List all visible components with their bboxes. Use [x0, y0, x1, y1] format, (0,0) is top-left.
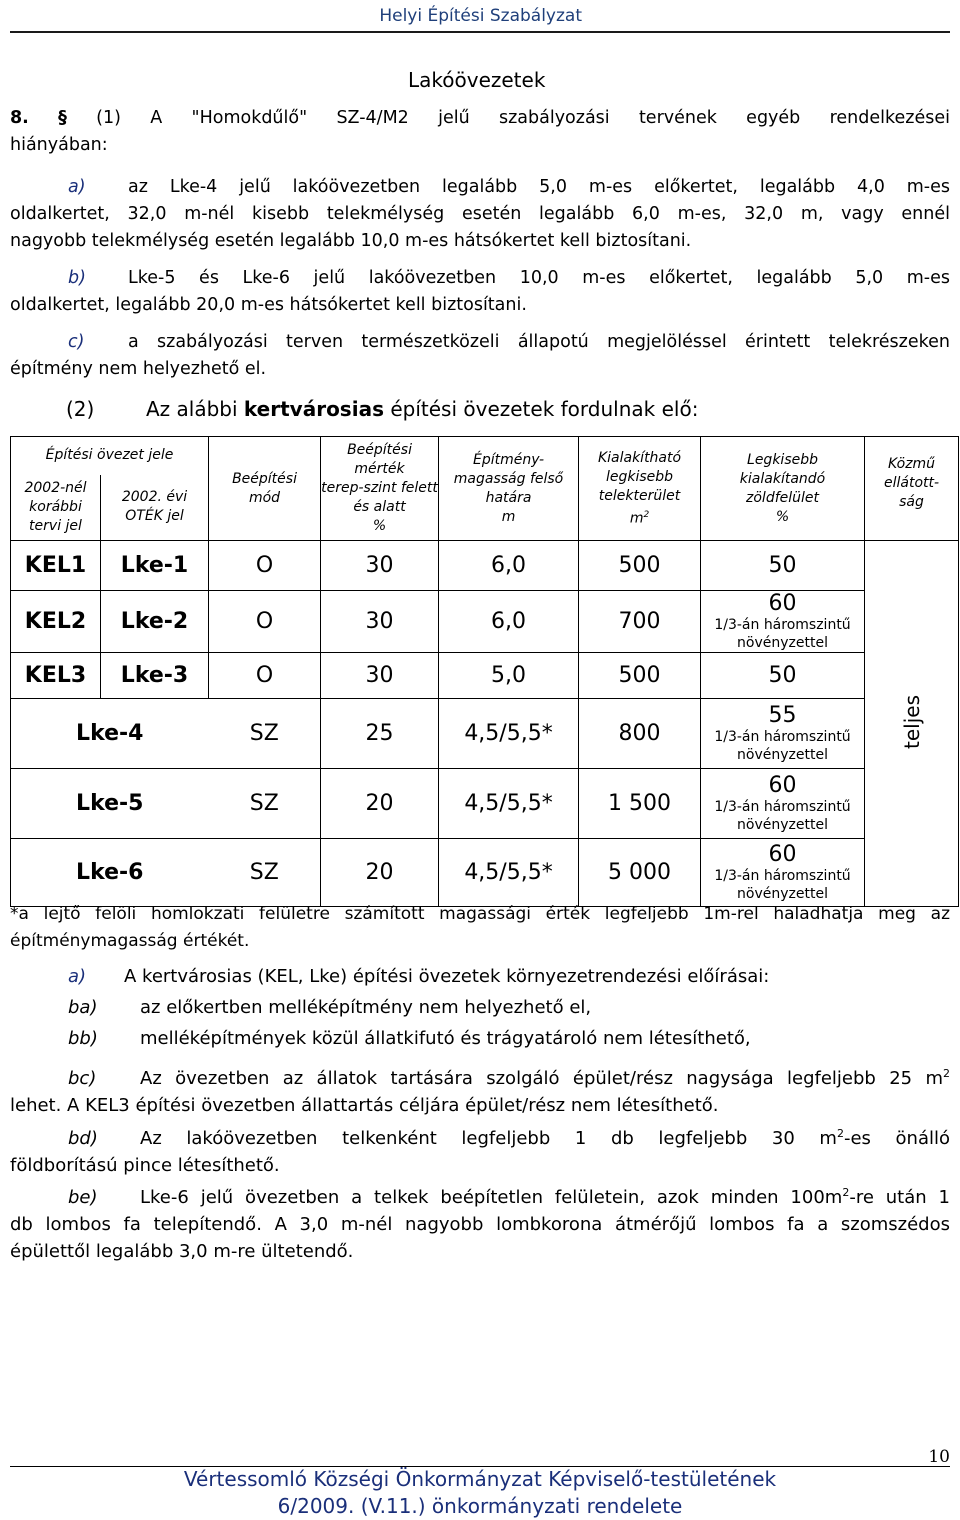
item-a [10, 174, 950, 255]
paragraph-8-2 [10, 396, 950, 423]
table-row [11, 769, 959, 839]
header-plot-area: Kialakítható legkisebb telekterület $m^2$ [579, 437, 701, 541]
cell-green-area: 60 1/3-án háromszintű növényzettel [701, 839, 865, 907]
item-b [10, 265, 950, 319]
paragraph-number: 8. [10, 108, 29, 128]
sub-ba: ba) az előkertben melléképítmény nem helyezhető el, [68, 997, 592, 1018]
cell-plot-area: 500 [579, 653, 701, 699]
item-c-line2: építmény nem helyezhető el. [10, 359, 267, 379]
cell-green-area: 60 1/3-án háromszintű növényzettel [701, 591, 865, 653]
footnote-line1: *a lejtő felöli homlokzati felületre számított magassági érték legfeljebb 1m-rel haladhatja meg az [10, 904, 950, 924]
cell-old-code: KEL3 [11, 653, 101, 699]
header-green-area: Legkisebb kialakítandó zöldfelület % [701, 437, 865, 541]
cell-green-area: 50 [701, 653, 865, 699]
item-c-marker: c) [68, 332, 85, 352]
cell-height: 4,5/5,5* [439, 839, 579, 907]
cell-plot-area: 800 [579, 699, 701, 769]
sub-be-line2: db lombos fa telepítendő. A 3,0 m-nél nagyobb lombkorona átmérőjű lombos fa a szomszédos [10, 1214, 950, 1235]
cell-coverage: 30 [321, 541, 439, 591]
cell-coverage: 25 [321, 699, 439, 769]
sub-bd-line2: földborítású pince létesíthető. [10, 1155, 280, 1176]
header-old-code: 2002-nél korábbi tervi jel [11, 475, 101, 541]
cell-old-code: KEL1 [11, 541, 101, 591]
cell-plot-area: 500 [579, 541, 701, 591]
paragraph-text: (1) A "Homokdűlő" SZ-4/M2 jelű szabályozási tervének egyéb rendelkezései [96, 108, 950, 128]
cell-height: 4,5/5,5* [439, 769, 579, 839]
cell-height: 6,0 [439, 541, 579, 591]
cell-green-area: 55 1/3-án háromszintű növényzettel [701, 699, 865, 769]
cell-height: 6,0 [439, 591, 579, 653]
cell-otek-code: Lke-6 [11, 839, 209, 907]
sub-a: a) A kertvárosias (KEL, Lke) építési övezetek környezetrendezési előírásai: [68, 966, 770, 987]
sub-be-line1: Lke-6 jelű övezetben a telkek beépítetlen felületein, azok minden 100m [140, 1187, 843, 1208]
sub-bd: bd) Az lakóövezetben telkenként legfeljebb 1 db legfeljebb 30 $m^2-es$ önálló földborítású pince létesíthető. [10, 1120, 950, 1179]
item-a-line3: nagyobb telekmélység esetén legalább 10,0 m-es hátsókertet kell biztosítani. [10, 231, 692, 251]
zoning-table [10, 436, 959, 907]
cell-otek-code: Lke-3 [101, 653, 209, 699]
sub-bc-line2: lehet. A KEL3 építési övezetben állattartás céljára épület/rész nem létesíthető. [10, 1095, 719, 1116]
header-coverage: Beépítési mérték terep-szint felett és alatt % [321, 437, 439, 541]
cell-old-code: KEL2 [11, 591, 101, 653]
paragraph-2-pre: Az alábbi [146, 397, 244, 421]
table-footnote [10, 901, 950, 955]
cell-otek-code: Lke-4 [11, 699, 209, 769]
item-b-line1: Lke-5 és Lke-6 jelű lakóövezetben 10,0 m-es előkertet, legalább 5,0 m-es [128, 268, 950, 288]
cell-mode: SZ [209, 769, 321, 839]
cell-coverage: 20 [321, 769, 439, 839]
cell-coverage: 30 [321, 653, 439, 699]
sub-be-line3: épülettől legalább 3,0 m-re ültetendő. [10, 1241, 354, 1262]
item-c-line1: a szabályozási terven természetközeli állapotú megjelöléssel érintett telekrészeken [128, 332, 950, 352]
table-row [11, 541, 959, 591]
paragraph-2-post: építési övezetek fordulnak elő: [383, 397, 699, 421]
cell-mode: O [209, 591, 321, 653]
item-a-marker: a) [68, 177, 86, 197]
cell-otek-code: Lke-5 [11, 769, 209, 839]
table-row [11, 653, 959, 699]
footer-line1: Vértessomló Községi Önkormányzat Képviselő-testületének [183, 1467, 777, 1491]
cell-otek-code: Lke-1 [101, 541, 209, 591]
cell-plot-area: 1 500 [579, 769, 701, 839]
sub-ba-text: az előkertben melléképítmény nem helyezhető el, [140, 997, 592, 1018]
paragraph-8-1 [10, 105, 950, 159]
cell-mode: SZ [209, 699, 321, 769]
cell-mode: O [209, 541, 321, 591]
section-title: Lakóövezetek [408, 68, 546, 92]
sub-bb-text: melléképítmények közül állatkifutó és trágyatároló nem létesíthető, [140, 1028, 751, 1049]
table-row [11, 699, 959, 769]
item-a-line1: az Lke-4 jelű lakóövezetben legalább 5,0 m-es előkertet, legalább 4,0 m-es [128, 177, 950, 197]
item-b-marker: b) [68, 268, 86, 288]
header-utilities: Közmű ellátott- ság [865, 437, 959, 541]
footer-line2: 6/2009. (V.11.) önkormányzati rendelete [277, 1494, 683, 1518]
sub-bb: bb) melléképítmények közül állatkifutó és trágyatároló nem létesíthető, [68, 1028, 751, 1049]
header-height: Építmény- magasság felső határa m [439, 437, 579, 541]
running-header: Helyi Építési Szabályzat [379, 6, 582, 26]
sub-be: be) Lke-6 jelű övezetben a telkek beépítetlen felületein, azok minden $100m^2-re$ után 1 db lombos fa telepítendő. A 3,0 m-nél nagyobb lombkorona átmérőjű lombos fa a szomszédos épülettől legalább 3,0 m-re ültetendő. [10, 1179, 950, 1265]
header-zone-code: Építési övezet jele [11, 437, 209, 475]
paragraph-2-number: (2) [66, 397, 95, 421]
item-a-line2: oldalkertet, 32,0 m-nél kisebb telekmélység esetén legalább 6,0 m-es, 32,0 m, vagy ennél [10, 204, 950, 224]
cell-mode: O [209, 653, 321, 699]
page-number: 10 [928, 1447, 950, 1467]
cell-coverage: 20 [321, 839, 439, 907]
item-b-line2: oldalkertet, legalább 20,0 m-es hátsókertet kell biztosítani. [10, 295, 527, 315]
footnote-line2: építménymagasság értékét. [10, 931, 250, 951]
cell-coverage: 30 [321, 591, 439, 653]
cell-otek-code: Lke-2 [101, 591, 209, 653]
sub-bc: bc) Az övezetben az állatok tartására szolgáló épület/rész nagysága legfeljebb 25 $m^2$ lehet. A KEL3 építési övezetben állattartás céljára épület/rész nem létesíthető. [10, 1060, 950, 1119]
table-row [11, 591, 959, 653]
paragraph-2-bold: kertvárosias [243, 397, 384, 421]
cell-height: 4,5/5,5* [439, 699, 579, 769]
cell-green-area: 50 [701, 541, 865, 591]
header-otek-code: 2002. évi OTÉK jel [101, 475, 209, 541]
table-row [11, 839, 959, 907]
cell-plot-area: 5 000 [579, 839, 701, 907]
cell-plot-area: 700 [579, 591, 701, 653]
header-rule [10, 31, 950, 33]
sub-bc-line1: Az övezetben az állatok tartására szolgáló épület/rész nagysága legfeljebb 25 m [140, 1068, 943, 1089]
cell-green-area: 60 1/3-án háromszintű növényzettel [701, 769, 865, 839]
paragraph-text-cont: hiányában: [10, 135, 108, 155]
header-building-mode: Beépítési mód [209, 437, 321, 541]
sub-bd-line1: Az lakóövezetben telkenként legfeljebb 1 db legfeljebb 30 m [140, 1128, 837, 1149]
cell-mode: SZ [209, 839, 321, 907]
sub-a-text: A kertvárosias (KEL, Lke) építési övezetek környezetrendezési előírásai: [124, 966, 770, 987]
cell-height: 5,0 [439, 653, 579, 699]
section-sign: § [58, 108, 67, 128]
cell-utilities: teljes [865, 541, 959, 907]
item-c [10, 329, 950, 383]
